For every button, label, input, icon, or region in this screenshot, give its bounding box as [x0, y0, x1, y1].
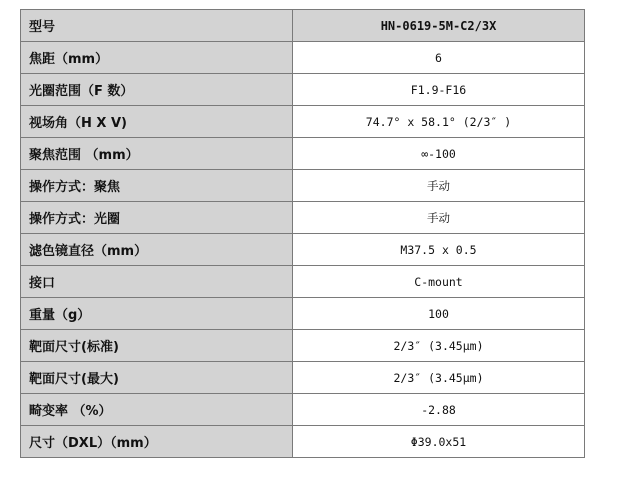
- table-row-sensor-standard: [21, 330, 585, 362]
- row-value: 74.7° x 58.1° (2/3″ ): [293, 106, 585, 138]
- row-label: 尺寸（DXL）（mm）: [21, 426, 293, 458]
- row-value: 2/3″ (3.45μm): [293, 362, 585, 394]
- table-row-mount: [21, 266, 585, 298]
- row-value: Φ39.0x51: [293, 426, 585, 458]
- table-row-sensor-max: [21, 362, 585, 394]
- row-label: 滤色镜直径（mm）: [21, 234, 293, 266]
- table-row-weight: [21, 298, 585, 330]
- row-value: 6: [293, 42, 585, 74]
- spec-table: [20, 9, 585, 458]
- table-row-dimensions: [21, 426, 585, 458]
- row-label: 操作方式：聚焦: [21, 170, 293, 202]
- row-value: -2.88: [293, 394, 585, 426]
- row-label: 聚焦范围 （mm）: [21, 138, 293, 170]
- row-label: 视场角（H X V): [21, 106, 293, 138]
- table-row-focus-range: [21, 138, 585, 170]
- table-row-iris-operation: [21, 202, 585, 234]
- row-value: 2/3″ (3.45μm): [293, 330, 585, 362]
- row-value: 手动: [293, 202, 585, 234]
- table-row-focal-length: [21, 42, 585, 74]
- row-label: 靶面尺寸(标准): [21, 330, 293, 362]
- table-row-distortion: [21, 394, 585, 426]
- row-label: 焦距（mm）: [21, 42, 293, 74]
- row-value: 手动: [293, 170, 585, 202]
- row-value: ∞-100: [293, 138, 585, 170]
- row-value: HN-0619-5M-C2/3X: [293, 10, 585, 42]
- row-label: 重量（g）: [21, 298, 293, 330]
- table-row-field-of-view: [21, 106, 585, 138]
- table-row-focus-operation: [21, 170, 585, 202]
- row-label: 畸变率 （%）: [21, 394, 293, 426]
- row-label: 操作方式：光圈: [21, 202, 293, 234]
- row-label: 靶面尺寸(最大): [21, 362, 293, 394]
- table-row-aperture: [21, 74, 585, 106]
- row-label: 型号: [21, 10, 293, 42]
- row-value: 100: [293, 298, 585, 330]
- row-label: 接口: [21, 266, 293, 298]
- table-row-model: [21, 10, 585, 42]
- row-label: 光圈范围（F 数）: [21, 74, 293, 106]
- table-row-filter-diameter: [21, 234, 585, 266]
- row-value: M37.5 x 0.5: [293, 234, 585, 266]
- row-value: F1.9-F16: [293, 74, 585, 106]
- row-value: C-mount: [293, 266, 585, 298]
